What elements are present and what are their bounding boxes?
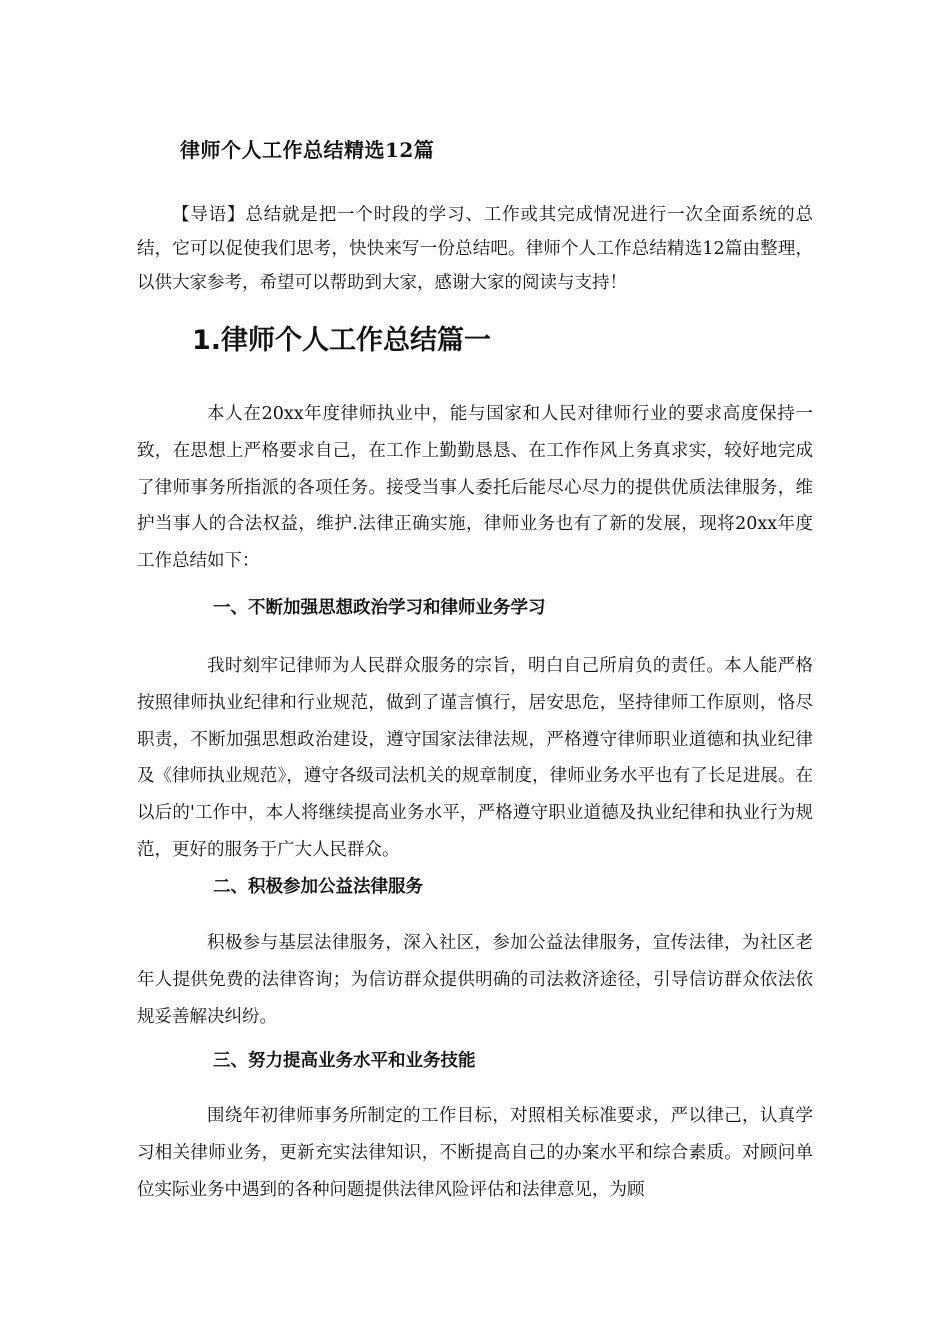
body-paragraph-3: 积极参与基层法律服务，深入社区，参加公益法律服务，宣传法律，为社区老年人提供免费的法律咨询；为信访群众提供明确的司法救济途径，引导信访群众依法依规妥善解决纠纷。 xyxy=(137,933,813,1027)
body-paragraph-4: 围绕年初律师事务所制定的工作目标，对照相关标准要求，严以律己，认真学习相关律师业务，更新充实法律知识，不断提高自己的办案水平和综合素质。对顾问单位实际业务中遇到的各种问题提供法律风险评估和法律意见，为顾 xyxy=(137,1106,813,1200)
document-title: 律师个人工作总结精选12篇 xyxy=(180,138,435,162)
body-paragraph-2: 我时刻牢记律师为人民群众服务的宗旨，明白自己所肩负的责任。本人能严格按照律师执业纪律和行业规范，做到了谨言慎行，居安思危，坚持律师工作原则，恪尽职责，不断加强思想政治建设，遵守国家法律法规，严格遵守律师职业道德和执业纪律及《律师执业规范》，遵守各级司法机关的规章制度，律师业务水平也有了长足进展。在以后的'工作中，本人将继续提高业务水平，严格遵守职业道德及执业纪律和执业行为规范，更好的服务于广大人民群众。 xyxy=(137,656,813,860)
subheading-3: 三、努力提高业务水平和业务技能 xyxy=(213,1051,476,1071)
subheading-1: 一、不断加强思想政治学习和律师业务学习 xyxy=(213,598,546,618)
section-heading: 1.律师个人工作总结篇一 xyxy=(192,325,492,356)
intro-paragraph: 【导语】总结就是把一个时段的学习、工作或其完成情况进行一次全面系统的总结，它可以促使我们思考，快快来写一份总结吧。律师个人工作总结精选12篇由整理，以供大家参考，希望可以帮助到大家，感谢大家的阅读与支持！ xyxy=(137,205,813,293)
subheading-2: 二、积极参加公益法律服务 xyxy=(213,877,423,897)
body-paragraph-1: 本人在20xx年度律师执业中，能与国家和人民对律师行业的要求高度保持一致，在思想上严格要求自己，在工作上勤勤恳恳、在工作作风上务真求实，较好地完成了律师事务所指派的各项任务。接受当事人委托后能尽心尽力的提供优质法律服务，维护当事人的合法权益，维护.法律正确实施，律师业务也有了新的发展，现将20xx年度工作总结如下： xyxy=(137,404,813,572)
